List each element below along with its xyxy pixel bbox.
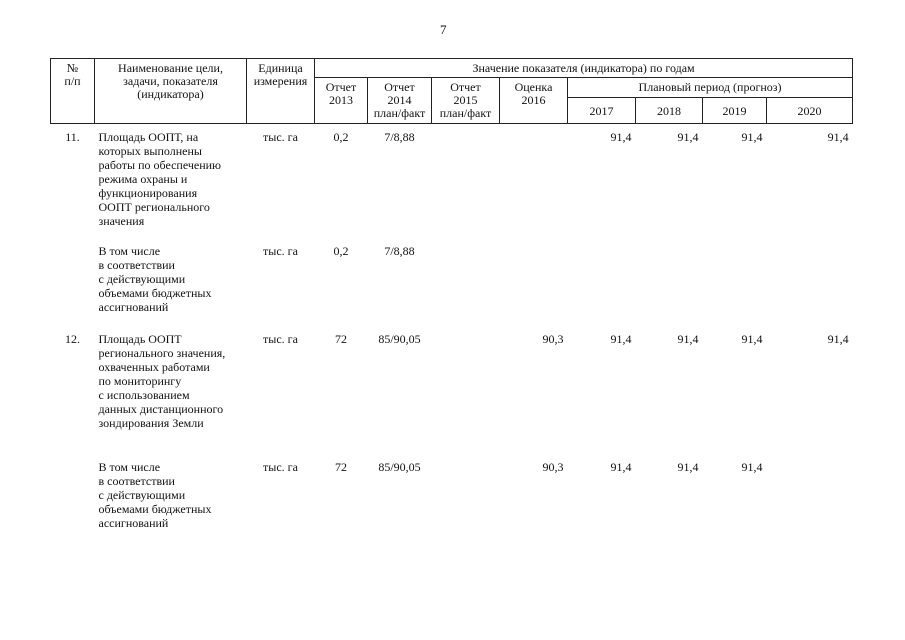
table-row bbox=[51, 430, 853, 530]
row-unit: тыс. га bbox=[263, 244, 298, 258]
header-unit: Единица измерения bbox=[247, 59, 315, 124]
row-plan-2020 bbox=[767, 238, 853, 314]
row-unit: тыс. га bbox=[263, 332, 298, 346]
header-name: Наименование цели, задачи, показателя (индикатора) bbox=[95, 59, 247, 124]
header-num: № п/п bbox=[51, 59, 95, 124]
row-estimate-2016: 90,3 bbox=[542, 332, 564, 346]
row-plan-2018: 91,4 bbox=[677, 130, 699, 144]
row-report-2014: 7/8,88 bbox=[384, 244, 415, 258]
row-report-2014: 7/8,88 bbox=[384, 130, 415, 144]
header-2018: 2018 bbox=[636, 98, 703, 124]
row-num: 11. bbox=[65, 130, 80, 144]
row-plan-2017: 91,4 bbox=[610, 460, 632, 474]
row-plan-2017: 91,4 bbox=[610, 332, 632, 346]
table-row bbox=[51, 238, 853, 314]
row-estimate-2016: 90,3 bbox=[542, 460, 564, 474]
row-num: 12. bbox=[65, 332, 80, 346]
header-value-group: Значение показателя (индикатора) по годам bbox=[315, 59, 853, 78]
row-num bbox=[51, 430, 95, 530]
row-plan-2019: 91,4 bbox=[741, 130, 763, 144]
row-report-2015 bbox=[432, 430, 500, 530]
header-2019: 2019 bbox=[703, 98, 767, 124]
table-row bbox=[51, 124, 853, 229]
page-number: 7 bbox=[440, 22, 447, 37]
header-plan-period: Плановый период (прогноз) bbox=[568, 78, 853, 98]
row-report-2013: 72 bbox=[335, 332, 347, 346]
row-unit: тыс. га bbox=[263, 130, 298, 144]
row-name: В том числе в соответствии с действующими объемами бюджетных ассигнований bbox=[98, 460, 212, 530]
row-plan-2018: 91,4 bbox=[677, 460, 699, 474]
row-plan-2017: 91,4 bbox=[610, 130, 632, 144]
row-plan-2018 bbox=[636, 238, 703, 314]
header-report-2013: Отчет 2013 bbox=[315, 78, 368, 124]
row-name: Площадь ООПТ, на которых выполнены работы по обеспечению режима охраны и функционирования ООПТ регионального значения bbox=[98, 130, 222, 228]
header-2017: 2017 bbox=[568, 98, 636, 124]
row-plan-2020 bbox=[767, 430, 853, 530]
row-report-2014: 85/90,05 bbox=[378, 460, 421, 474]
row-name: Площадь ООПТ регионального значения, охваченных работами по мониторингу с использованием данных дистанционного зондирования Земли bbox=[98, 332, 226, 430]
row-unit: тыс. га bbox=[263, 460, 298, 474]
table-row bbox=[51, 326, 853, 430]
row-report-2015 bbox=[432, 238, 500, 314]
row-plan-2019 bbox=[703, 238, 767, 314]
row-report-2015 bbox=[432, 124, 500, 229]
row-plan-2020: 91,4 bbox=[827, 332, 849, 346]
row-report-2014: 85/90,05 bbox=[378, 332, 421, 346]
row-estimate-2016 bbox=[500, 124, 568, 229]
row-plan-2019: 91,4 bbox=[741, 460, 763, 474]
row-name: В том числе в соответствии с действующими объемами бюджетных ассигнований bbox=[98, 244, 212, 314]
row-plan-2017 bbox=[568, 238, 636, 314]
row-report-2013: 0,2 bbox=[333, 130, 349, 144]
header-estimate-2016: Оценка 2016 bbox=[500, 78, 568, 124]
header-row-1 bbox=[51, 59, 853, 78]
row-plan-2020: 91,4 bbox=[827, 130, 849, 144]
row-report-2013: 0,2 bbox=[333, 244, 349, 258]
header-report-2014: Отчет 2014 план/факт bbox=[368, 78, 432, 124]
header-report-2015: Отчет 2015 план/факт bbox=[432, 78, 500, 124]
row-plan-2018: 91,4 bbox=[677, 332, 699, 346]
row-report-2013: 72 bbox=[335, 460, 347, 474]
row-num bbox=[51, 238, 95, 314]
row-report-2015 bbox=[432, 326, 500, 430]
header-2020: 2020 bbox=[767, 98, 853, 124]
row-plan-2019: 91,4 bbox=[741, 332, 763, 346]
indicators-table bbox=[50, 58, 853, 530]
row-estimate-2016 bbox=[500, 238, 568, 314]
